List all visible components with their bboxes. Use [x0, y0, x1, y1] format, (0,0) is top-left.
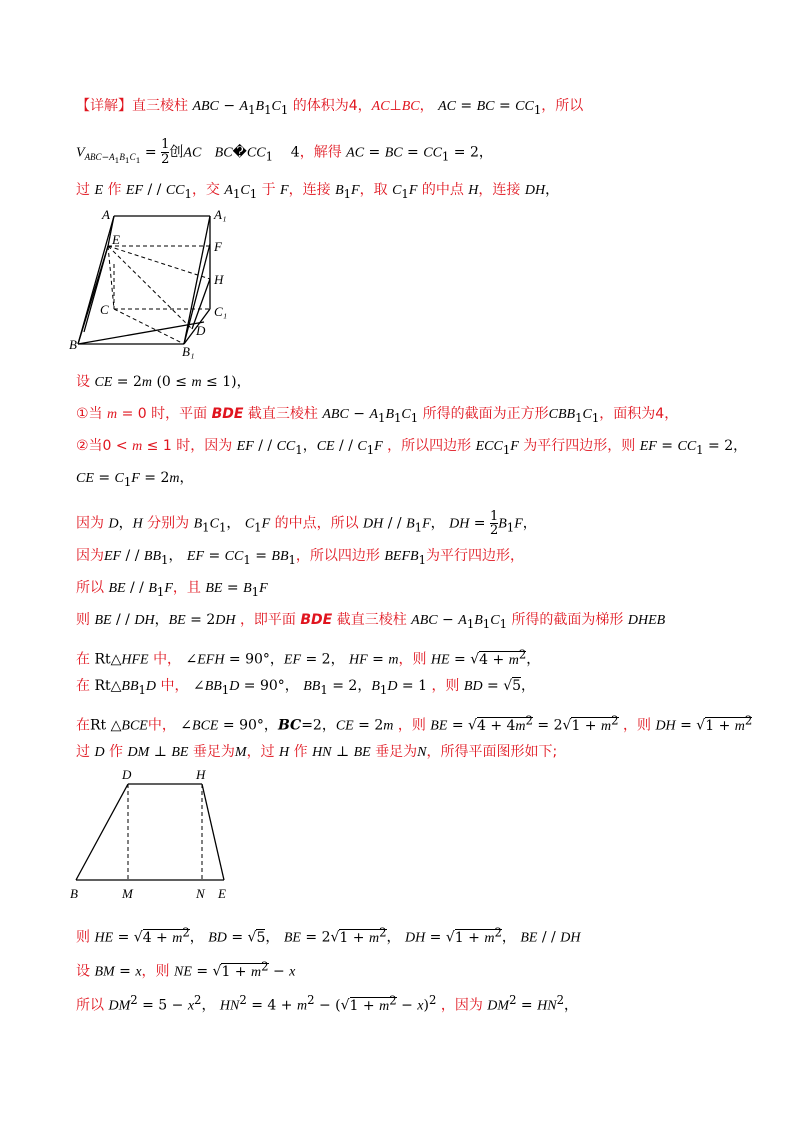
- text-line: 在Rt △BCE中， ∠BCE = 90°，BC=2，CE = 2m ，则 BE = $√4 + 4m^2 = 2√1 + m^2$ ，则 DH = $√1 + m^2$: [76, 713, 753, 734]
- text-line: 过 D 作 DM ⊥ BE 垂足为M，过 H 作 HN ⊥ BE 垂足为N，所得平面图形如下;: [76, 744, 558, 760]
- label-C: C: [100, 302, 109, 317]
- text-line: 【详解】直三棱柱 ABC − $A_1B_1C_1$ 的体积为4，AC⊥BC， AC = BC = $CC_1$，所以: [76, 98, 584, 117]
- label-D: D: [196, 323, 206, 338]
- label-N: N: [196, 886, 205, 901]
- label-H: H: [196, 767, 206, 782]
- label-F: F: [214, 239, 222, 254]
- text-line: 则 BE / / DH，BE = 2DH ，即平面 BDE 截直三棱柱 ABC − $A_1B_1C_1$ 所得的截面为梯形 DHEB: [76, 612, 666, 631]
- label-A1: A₁: [214, 207, 227, 222]
- text-line: 所以 BE / / $B_1F$，且 BE = $B_1F$: [76, 580, 268, 599]
- label-E: E: [112, 232, 120, 247]
- label-B: B: [70, 886, 78, 901]
- text-line: 在 $Rt\triangle BB_1D$ 中， $\angle BB_1D = 90^\circ$， $BB_1 = 2$，$B_1D = 1$ ，则 BD = √5，: [76, 678, 536, 697]
- text-line: 所以 $DM^2 = 5 - x^2$， $HN^2 = 4 + m^2 - (√1 + m^2 - x)^2$ ，因为 $DM^2 = HN^2$，: [76, 993, 578, 1014]
- label-D: D: [122, 767, 132, 782]
- text-line: 因为EF / / $BB_1$， EF = $CC_1 = BB_1$，所以四边形 $BEFB_1$为平行四边形，: [76, 548, 525, 567]
- prism-figure: [66, 204, 246, 362]
- text-line: 设 CE = 2m (0 ≤ m ≤ 1)，: [76, 374, 251, 390]
- text-line: 过 E 作 EF / / $CC_1$，交 $A_1C_1$ 于 F，连接 $B_1F$，取 $C_1F$ 的中点 H，连接 DH，: [76, 182, 560, 201]
- text-line: 因为 D，H 分别为 $B_1C_1$， $C_1F$ 的中点，所以 DH / / $B_1F$， DH = $\frac{1}{2}$ $B_1F$，: [76, 509, 537, 538]
- text-line: CE = $C_1F = 2m$，: [76, 470, 194, 489]
- text-line: 设 BM = x，则 NE = $√1 + m^2 - x$: [76, 959, 296, 980]
- text-line: ②当0 < m ≤ 1 时，因为 EF / / $CC_1$，CE / / $C_1F$ ，所以四边形 $ECC_1F$ 为平行四边形，则 EF = $CC_1 = 2$，: [76, 438, 748, 457]
- label-E: E: [218, 886, 226, 901]
- text-line: ①当 m = 0 时，平面 BDE 截直三棱柱 ABC − $A_1B_1C_1$ 所得的截面为正方形$CBB_1C_1$，面积为4，: [76, 406, 679, 425]
- label-B1: B₁: [182, 344, 195, 359]
- text-line: $V_{ABC-A_1B_1C_1}$ = $\frac{1}{2}$ 创AC $BC�CC_1$ 4，解得 AC = BC = $CC_1 = 2$，: [76, 137, 493, 167]
- label-B: B: [69, 337, 77, 352]
- label-A: A: [102, 207, 110, 222]
- trapezoid-figure: [66, 766, 246, 906]
- text-line: 在 Rt△HFE 中， ∠EFH = 90°，EF = 2， HF = m，则 HE = $√4 + m^2$，: [76, 647, 541, 668]
- label-H: H: [214, 272, 224, 287]
- label-C1: C₁: [214, 304, 228, 319]
- label-M: M: [122, 886, 133, 901]
- text-line: 则 HE = $√4 + m^2$， BD = √5， BE = $2√1 + m^2$， DH = $√1 + m^2$， BE / / DH: [76, 925, 581, 946]
